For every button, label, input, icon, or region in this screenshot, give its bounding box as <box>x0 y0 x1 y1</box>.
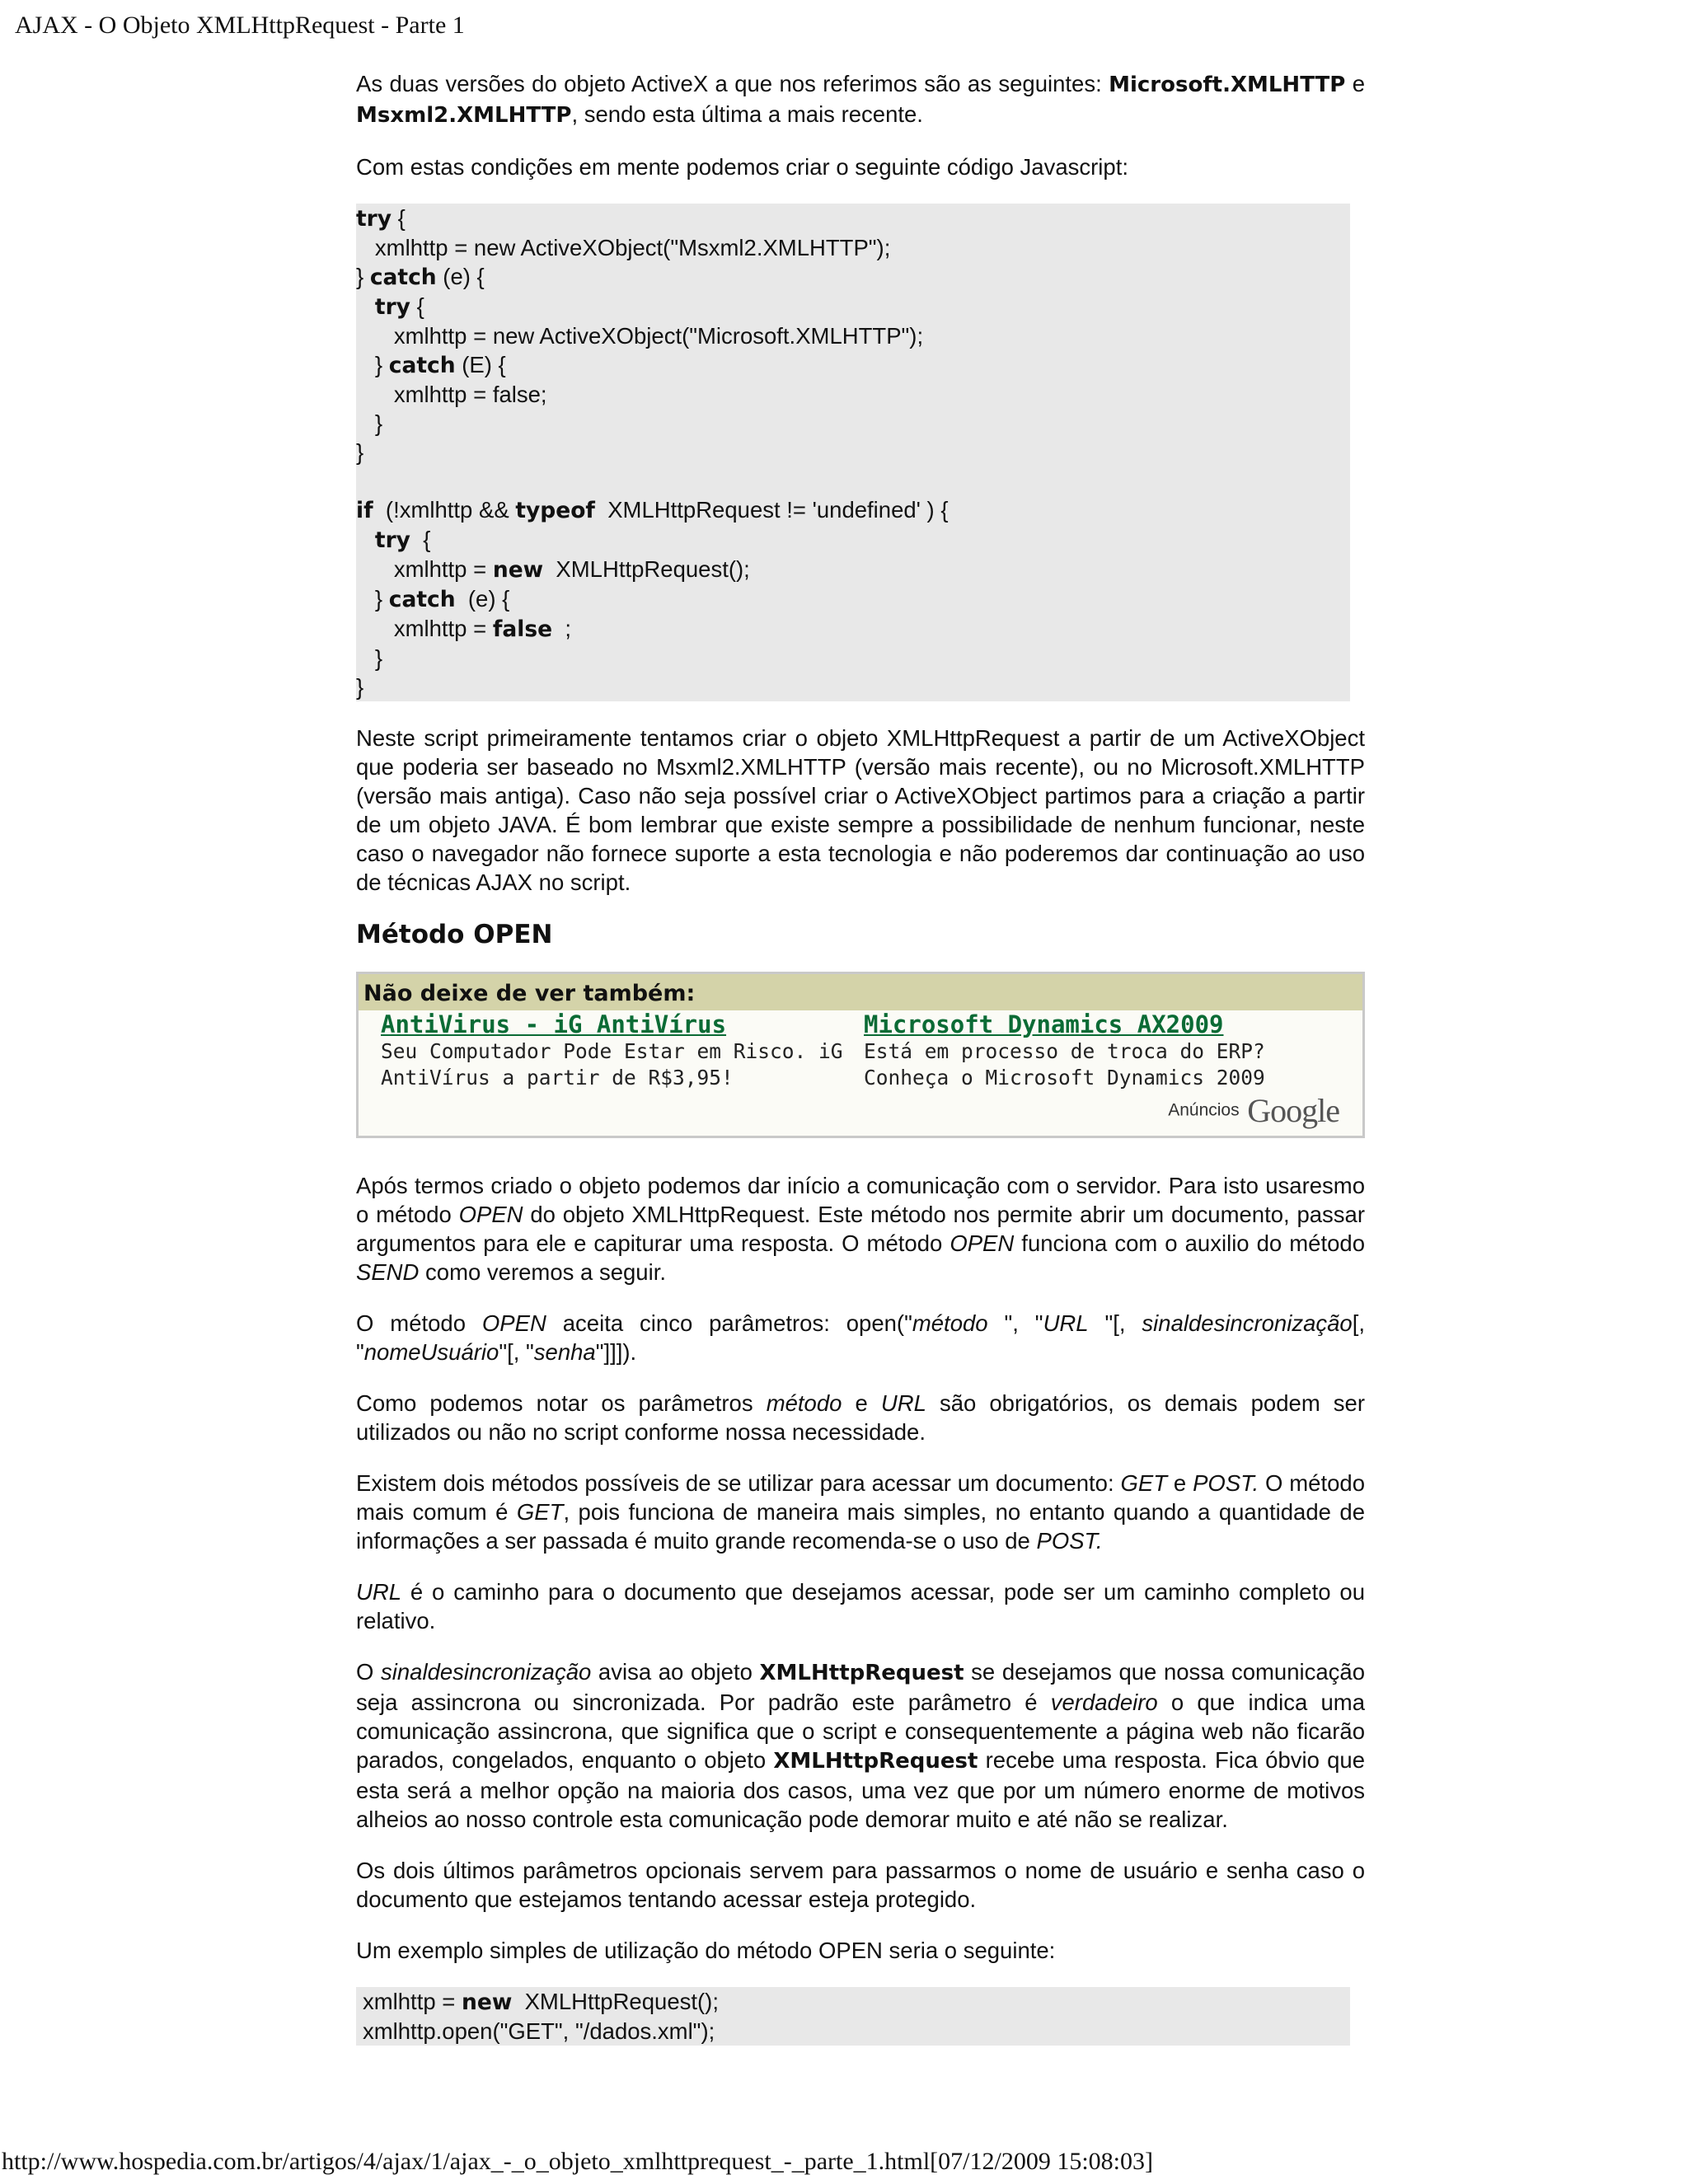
paragraph-script-explanation: Neste script primeiramente tentamos criar o objeto XMLHttpRequest a partir de um ActiveXObject que poderia ser baseado no Msxml2.XMLHTTP (versão mais recente), ou no Microsoft.XMLHTTP (versão mais antiga). Caso não seja possível criar o ActiveXObject partimos para a criação a partir de um objeto JAVA. É bom lembrar que existe sempre a possibilidade de nenhum funcionar, neste caso o navegador não fornece suporte a esta tecnologia e não poderemos dar continuação ao uso de técnicas AJAX no script. <box>356 725 1365 895</box>
ad-link-dynamics[interactable]: Microsoft Dynamics AX2009 <box>864 1010 1224 1038</box>
ad-text-antivirus: Seu Computador Pode Estar em Risco. iG AntiVírus a partir de R$3,95! <box>381 1039 843 1090</box>
ad-item-dynamics <box>864 1010 1347 1091</box>
paragraph-code-intro: Com estas condições em mente podemos criar o seguinte código Javascript: <box>356 154 1128 180</box>
article-body <box>356 69 1365 2068</box>
ads-label[interactable]: Anúncios <box>1168 1100 1240 1120</box>
paragraph-open-params: O método OPEN aceita cinco parâmetros: open("método ", "URL "[, sinaldesincronização[, "nomeUsuário"[, "senha"]]]). <box>356 1310 1365 1365</box>
google-logo[interactable]: Google <box>1247 1092 1339 1129</box>
paragraph-url: URL é o caminho para o documento que desejamos acessar, pode ser um caminho completo ou relativo. <box>356 1579 1365 1633</box>
paragraph-open-intro: Após termos criado o objeto podemos dar início a comunicação com o servidor. Para isto usaresmo o método OPEN do objeto XMLHttpRequest. Este método nos permite abrir um documento, passar argumentos para ele e capiturar uma resposta. O método OPEN funciona com o auxilio do método SEND como veremos a seguir. <box>356 1173 1365 1285</box>
ad-text-dynamics: Está em processo de troca do ERP? Conheça o Microsoft Dynamics 2009 <box>864 1039 1265 1090</box>
code-block-create-xmlhttp: try { xmlhttp = new ActiveXObject("Msxml2.XMLHTTP"); } catch (e) { try { xmlhttp = new ActiveXObject("Microsoft.XMLHTTP"); } catch (E) { xmlhttp = false; } } if (!xmlhttp && typeof XMLHttpRequest != 'undefined' ) { try { xmlhttp = new XMLHttpRequest(); } catch (e) { xmlhttp = false ; } } <box>356 204 1350 701</box>
ad-heading: Não deixe de ver também: <box>359 974 1362 1010</box>
code-block-open-example: xmlhttp = new XMLHttpRequest(); xmlhttp.open("GET", "/dados.xml"); <box>356 1987 1350 2046</box>
section-title-metodo-open: Método OPEN <box>356 920 553 949</box>
page-header: AJAX - O Objeto XMLHttpRequest - Parte 1 <box>15 12 465 39</box>
ad-link-antivirus[interactable]: AntiVirus - iG AntiVírus <box>381 1010 727 1038</box>
paragraph-sync-flag: O sinaldesincronização avisa ao objeto XMLHttpRequest se desejamos que nossa comunicação seja assincrona ou sincronizada. Por padrão este parâmetro é verdadeiro o que indica uma comunicação assincrona, que significa que o script e consequentemente a página web não ficarão parados, congelados, enquanto o objeto XMLHttpRequest recebe uma resposta. Fica óbvio que esta será a melhor opção na maioria dos casos, uma vez que por um número enorme de motivos alheios ao nosso controle esta comunicação pode demorar muito e até não se realizar. <box>356 1659 1365 1832</box>
paragraph-example-intro: Um exemplo simples de utilização do método OPEN seria o seguinte: <box>356 1938 1056 1963</box>
ad-footer[interactable] <box>359 1091 1362 1136</box>
page-footer-url: http://www.hospedia.com.br/artigos/4/ajax/1/ajax_-_o_objeto_xmlhttprequest_-_parte_1.html[07/12/2009 15:08:03] <box>2 2148 1153 2175</box>
paragraph-get-post: Existem dois métodos possíveis de se utilizar para acessar um documento: GET e POST. O método mais comum é GET, pois funciona de maneira mais simples, no entanto quando a quantidade de informações a ser passada é muito grande recomenda-se o uso de POST. <box>356 1470 1365 1554</box>
ad-box <box>356 972 1365 1138</box>
paragraph-optional-params: Os dois últimos parâmetros opcionais servem para passarmos o nome de usuário e senha caso o documento que estejamos tentando acessar esteja protegido. <box>356 1858 1365 1912</box>
paragraph-activex-versions: As duas versões do objeto ActiveX a que nos referimos são as seguintes: Microsoft.XMLHTTP e Msxml2.XMLHTTP, sendo esta última a mais recente. <box>356 71 1366 128</box>
ad-item-antivirus <box>381 1010 864 1091</box>
paragraph-required-params: Como podemos notar os parâmetros método e URL são obrigatórios, os demais podem ser utilizados ou não no script conforme nossa necessidade. <box>356 1390 1366 1445</box>
